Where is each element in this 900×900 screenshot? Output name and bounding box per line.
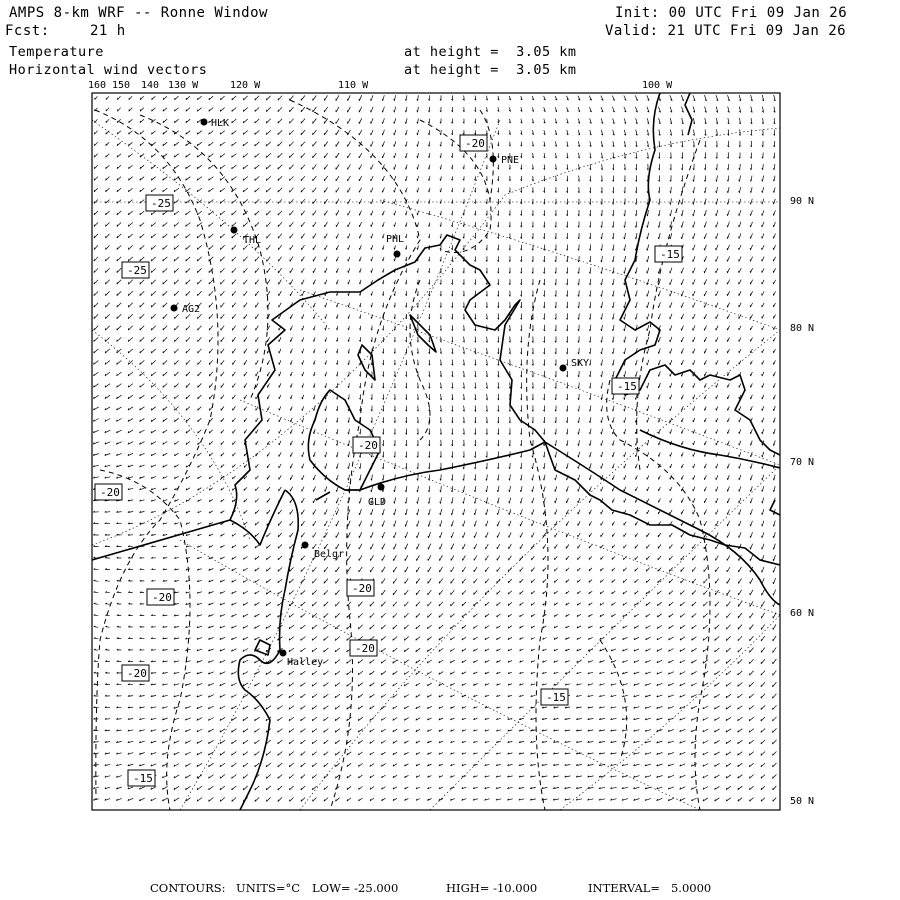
field-name-temperature: Temperature bbox=[9, 44, 104, 60]
contour-label bbox=[460, 135, 487, 151]
station-label-thl: THL bbox=[243, 235, 262, 246]
wind-vector-field bbox=[93, 95, 776, 802]
lat-label-90: 90 N bbox=[790, 196, 815, 207]
station-label-gld: GLD bbox=[368, 497, 387, 508]
lon-label-120: 120 W bbox=[230, 80, 261, 91]
lon-label-100: 100 W bbox=[642, 80, 673, 91]
svg-text:-15: -15 bbox=[546, 691, 566, 704]
svg-text:-25: -25 bbox=[151, 197, 171, 210]
height-label-temperature: at height = 3.05 km bbox=[404, 44, 577, 60]
graticule bbox=[92, 120, 780, 810]
map-title: AMPS 8-km WRF -- Ronne Window bbox=[9, 5, 268, 21]
height-label-wind: at height = 3.05 km bbox=[404, 62, 577, 78]
contour-label bbox=[122, 665, 149, 681]
station-markers bbox=[171, 119, 567, 657]
svg-text:-20: -20 bbox=[465, 137, 485, 150]
lat-label-60: 60 N bbox=[790, 608, 815, 619]
svg-text:-20: -20 bbox=[358, 439, 378, 452]
lat-label-70: 70 N bbox=[790, 457, 815, 468]
station-label-halley: Halley bbox=[287, 657, 324, 668]
lon-label-160: 160 bbox=[88, 80, 107, 91]
station-label-ag2: AG2 bbox=[182, 304, 201, 315]
coastline bbox=[92, 93, 780, 810]
svg-text:-20: -20 bbox=[152, 591, 172, 604]
svg-text:-15: -15 bbox=[617, 380, 637, 393]
station-label-belgrano: Belgr bbox=[314, 549, 345, 560]
contour-label bbox=[347, 580, 374, 596]
svg-text:-20: -20 bbox=[100, 486, 120, 499]
svg-text:-20: -20 bbox=[355, 642, 375, 655]
lon-label-110: 110 W bbox=[338, 80, 369, 91]
contour-label bbox=[612, 378, 639, 394]
footer-interval: INTERVAL= 5.0000 bbox=[588, 881, 712, 895]
init-time: Init: 00 UTC Fri 09 Jan 26 bbox=[615, 5, 848, 21]
contour-label bbox=[147, 589, 174, 605]
forecast-label: Fcst: bbox=[5, 23, 50, 39]
valid-time: Valid: 21 UTC Fri 09 Jan 26 bbox=[605, 23, 847, 39]
svg-text:-20: -20 bbox=[352, 582, 372, 595]
contour-label bbox=[655, 246, 682, 262]
contour-label bbox=[350, 640, 377, 656]
lon-label-140: 140 bbox=[141, 80, 160, 91]
station-label-sky: SKY bbox=[571, 358, 590, 369]
lat-label-80: 80 N bbox=[790, 323, 815, 334]
map-frame bbox=[92, 93, 780, 810]
station-label-phl: PHL bbox=[386, 234, 405, 245]
footer-contours-label: CONTOURS: bbox=[150, 881, 226, 895]
forecast-hour: 21 h bbox=[90, 23, 126, 39]
station-label-pne: PNE bbox=[501, 155, 520, 166]
svg-text:-20: -20 bbox=[127, 667, 147, 680]
footer-high: HIGH= -10.000 bbox=[446, 881, 538, 895]
svg-text:-15: -15 bbox=[133, 772, 153, 785]
field-name-wind: Horizontal wind vectors bbox=[9, 62, 208, 78]
contour-label bbox=[541, 689, 568, 705]
contour-label bbox=[122, 262, 149, 278]
lon-label-130: 130 W bbox=[168, 80, 199, 91]
contour-label bbox=[95, 484, 122, 500]
svg-text:-25: -25 bbox=[127, 264, 147, 277]
contour-label bbox=[146, 195, 173, 211]
station-label-hlk: HLK bbox=[211, 118, 230, 129]
lat-label-50: 50 N bbox=[790, 796, 815, 807]
footer-units: UNITS=°C bbox=[236, 881, 301, 895]
contour-label bbox=[128, 770, 155, 786]
wind-vectors bbox=[93, 95, 776, 802]
lon-label-150: 150 bbox=[112, 80, 131, 91]
svg-text:-15: -15 bbox=[660, 248, 680, 261]
footer-low: LOW= -25.000 bbox=[312, 881, 399, 895]
contour-label bbox=[353, 437, 380, 453]
